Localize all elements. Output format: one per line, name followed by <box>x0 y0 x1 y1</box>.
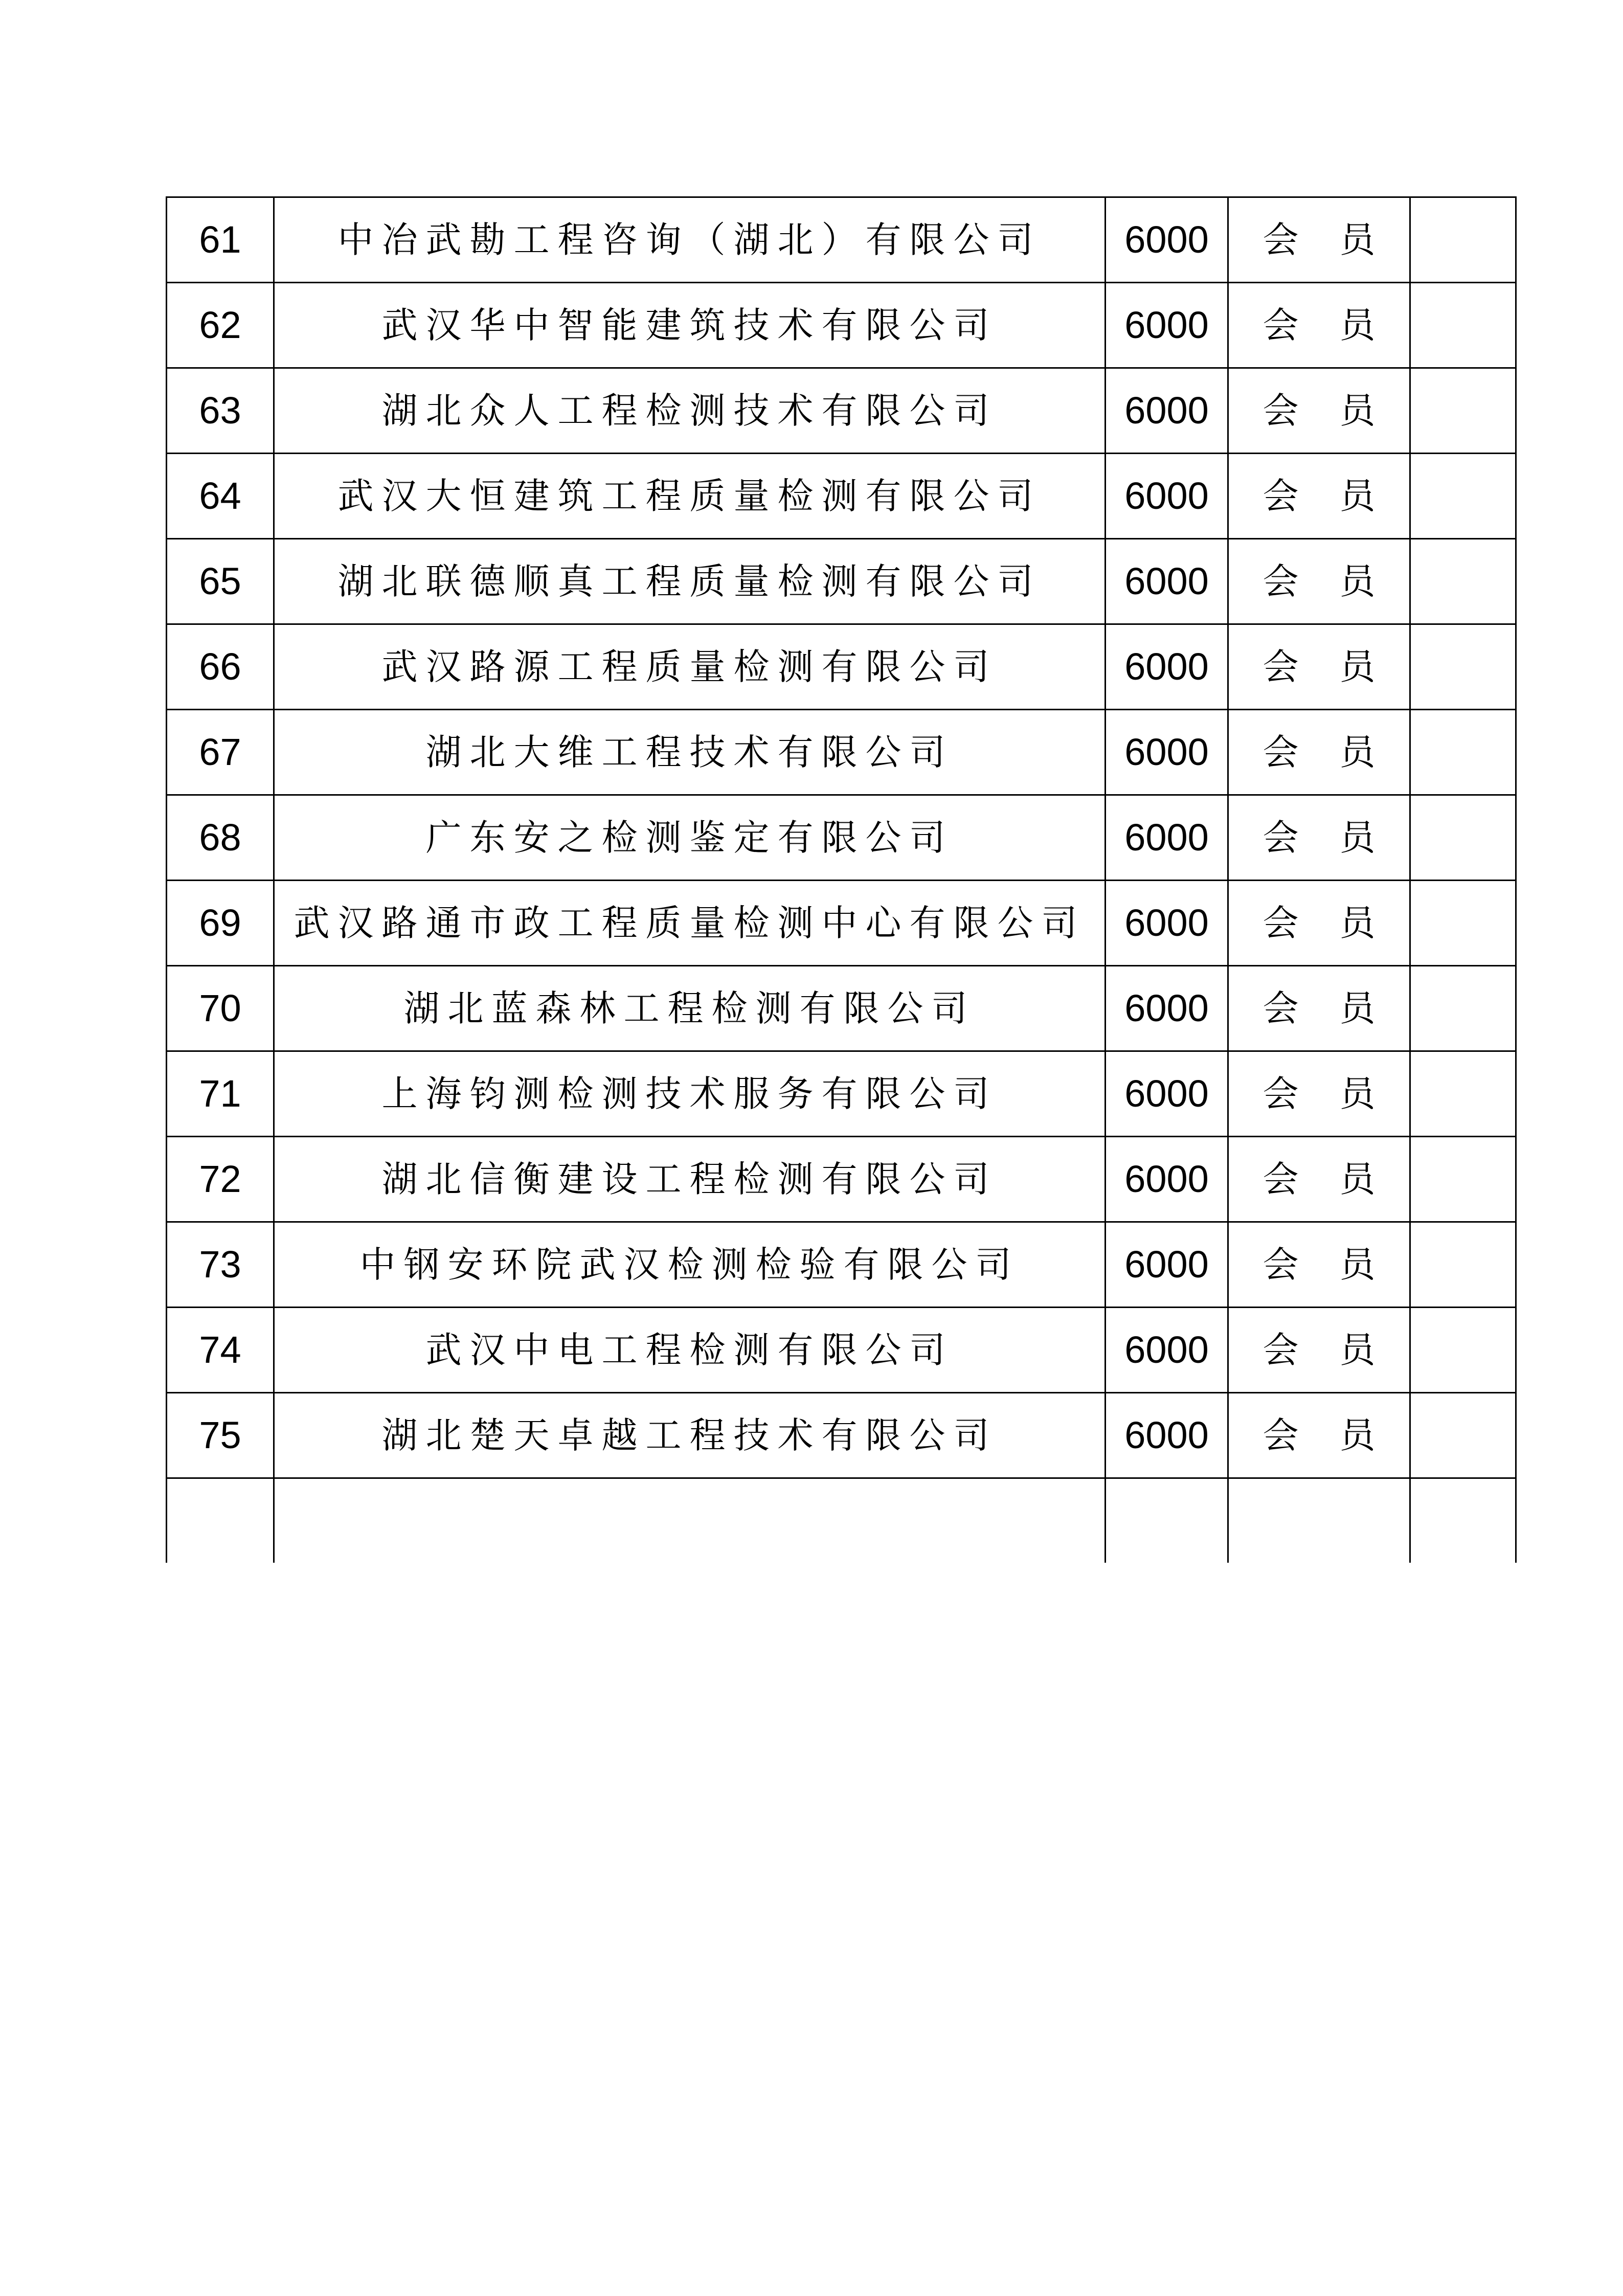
fee-amount: 6000 <box>1106 197 1228 283</box>
row-number: 61 <box>167 197 274 283</box>
table-row <box>167 1393 1516 1478</box>
empty-cell <box>1106 1478 1228 1563</box>
note-cell <box>1410 966 1516 1051</box>
member-type-char-2: 员 <box>1339 1244 1376 1286</box>
table-row <box>167 1137 1516 1222</box>
empty-cell <box>274 1478 1106 1563</box>
fee-amount: 6000 <box>1106 368 1228 454</box>
member-type-char-2: 员 <box>1339 731 1376 773</box>
member-type-char-2: 员 <box>1339 390 1376 432</box>
member-type-char-2: 员 <box>1339 1329 1376 1371</box>
member-type <box>1228 1393 1410 1478</box>
member-type-char-1: 会 <box>1263 475 1299 517</box>
table-row <box>167 624 1516 710</box>
fee-amount: 6000 <box>1106 283 1228 368</box>
table-row <box>167 881 1516 966</box>
empty-table-row <box>167 1478 1516 1563</box>
fee-amount: 6000 <box>1106 1308 1228 1393</box>
member-type-char-2: 员 <box>1339 817 1376 859</box>
row-number: 63 <box>167 368 274 454</box>
table-row <box>167 1222 1516 1308</box>
member-type <box>1228 283 1410 368</box>
note-cell <box>1410 539 1516 624</box>
table-row <box>167 966 1516 1051</box>
company-name: 湖北蓝森林工程检测有限公司 <box>274 966 1106 1051</box>
member-type-char-1: 会 <box>1263 304 1299 346</box>
member-type-char-1: 会 <box>1263 560 1299 602</box>
table-row <box>167 795 1516 881</box>
table-row <box>167 710 1516 795</box>
company-name: 武汉路源工程质量检测有限公司 <box>274 624 1106 710</box>
table-row <box>167 454 1516 539</box>
member-type-char-2: 员 <box>1339 304 1376 346</box>
member-type-char-1: 会 <box>1263 1073 1299 1115</box>
table-row <box>167 368 1516 454</box>
table-row <box>167 539 1516 624</box>
member-type <box>1228 1137 1410 1222</box>
note-cell <box>1410 624 1516 710</box>
row-number: 75 <box>167 1393 274 1478</box>
member-type-char-2: 员 <box>1339 475 1376 517</box>
member-type-char-1: 会 <box>1263 390 1299 432</box>
company-name: 武汉华中智能建筑技术有限公司 <box>274 283 1106 368</box>
member-type-char-2: 员 <box>1339 1073 1376 1115</box>
company-name: 中冶武勘工程咨询（湖北）有限公司 <box>274 197 1106 283</box>
member-type-char-1: 会 <box>1263 1158 1299 1200</box>
member-type-char-2: 员 <box>1339 1414 1376 1456</box>
member-type-char-1: 会 <box>1263 731 1299 773</box>
company-name: 湖北信衡建设工程检测有限公司 <box>274 1137 1106 1222</box>
row-number: 62 <box>167 283 274 368</box>
member-type <box>1228 539 1410 624</box>
member-type-char-2: 员 <box>1339 987 1376 1029</box>
table-body <box>167 197 1516 1563</box>
company-name: 广东安之检测鉴定有限公司 <box>274 795 1106 881</box>
member-type <box>1228 795 1410 881</box>
note-cell <box>1410 1051 1516 1137</box>
table-row <box>167 1308 1516 1393</box>
table-row <box>167 197 1516 283</box>
table-row <box>167 1051 1516 1137</box>
fee-amount: 6000 <box>1106 881 1228 966</box>
fee-amount: 6000 <box>1106 624 1228 710</box>
member-type <box>1228 1308 1410 1393</box>
empty-cell <box>1228 1478 1410 1563</box>
member-type <box>1228 966 1410 1051</box>
company-name: 武汉中电工程检测有限公司 <box>274 1308 1106 1393</box>
member-type-char-2: 员 <box>1339 219 1376 261</box>
row-number: 67 <box>167 710 274 795</box>
note-cell <box>1410 368 1516 454</box>
member-type-char-1: 会 <box>1263 1414 1299 1456</box>
row-number: 69 <box>167 881 274 966</box>
fee-amount: 6000 <box>1106 795 1228 881</box>
row-number: 72 <box>167 1137 274 1222</box>
note-cell <box>1410 1393 1516 1478</box>
empty-cell <box>167 1478 274 1563</box>
fee-amount: 6000 <box>1106 1051 1228 1137</box>
note-cell <box>1410 795 1516 881</box>
member-type <box>1228 881 1410 966</box>
member-type <box>1228 710 1410 795</box>
fee-amount: 6000 <box>1106 966 1228 1051</box>
note-cell <box>1410 881 1516 966</box>
member-type-char-1: 会 <box>1263 1329 1299 1371</box>
note-cell <box>1410 1137 1516 1222</box>
row-number: 66 <box>167 624 274 710</box>
company-name: 中钢安环院武汉检测检验有限公司 <box>274 1222 1106 1308</box>
company-name: 上海钧测检测技术服务有限公司 <box>274 1051 1106 1137</box>
member-type-char-1: 会 <box>1263 646 1299 688</box>
row-number: 74 <box>167 1308 274 1393</box>
member-type-char-2: 员 <box>1339 902 1376 944</box>
note-cell <box>1410 283 1516 368</box>
note-cell <box>1410 454 1516 539</box>
company-name: 湖北联德顺真工程质量检测有限公司 <box>274 539 1106 624</box>
row-number: 73 <box>167 1222 274 1308</box>
member-type <box>1228 1051 1410 1137</box>
member-fee-table <box>166 196 1517 1563</box>
row-number: 68 <box>167 795 274 881</box>
member-type <box>1228 368 1410 454</box>
fee-amount: 6000 <box>1106 710 1228 795</box>
member-type-char-1: 会 <box>1263 902 1299 944</box>
member-type-char-2: 员 <box>1339 646 1376 688</box>
member-type <box>1228 197 1410 283</box>
note-cell <box>1410 710 1516 795</box>
member-type-char-1: 会 <box>1263 219 1299 261</box>
company-name: 湖北楚天卓越工程技术有限公司 <box>274 1393 1106 1478</box>
fee-amount: 6000 <box>1106 454 1228 539</box>
fee-amount: 6000 <box>1106 539 1228 624</box>
member-type-char-1: 会 <box>1263 817 1299 859</box>
empty-cell <box>1410 1478 1516 1563</box>
table-row <box>167 283 1516 368</box>
company-name: 武汉路通市政工程质量检测中心有限公司 <box>274 881 1106 966</box>
member-type <box>1228 1222 1410 1308</box>
member-type-char-2: 员 <box>1339 560 1376 602</box>
row-number: 70 <box>167 966 274 1051</box>
row-number: 65 <box>167 539 274 624</box>
company-name: 湖北众人工程检测技术有限公司 <box>274 368 1106 454</box>
note-cell <box>1410 197 1516 283</box>
row-number: 71 <box>167 1051 274 1137</box>
fee-amount: 6000 <box>1106 1393 1228 1478</box>
note-cell <box>1410 1308 1516 1393</box>
member-type-char-1: 会 <box>1263 1244 1299 1286</box>
member-type-char-1: 会 <box>1263 987 1299 1029</box>
company-name: 湖北大维工程技术有限公司 <box>274 710 1106 795</box>
company-name: 武汉大恒建筑工程质量检测有限公司 <box>274 454 1106 539</box>
member-type <box>1228 454 1410 539</box>
note-cell <box>1410 1222 1516 1308</box>
member-type-char-2: 员 <box>1339 1158 1376 1200</box>
fee-amount: 6000 <box>1106 1222 1228 1308</box>
member-type <box>1228 624 1410 710</box>
fee-amount: 6000 <box>1106 1137 1228 1222</box>
row-number: 64 <box>167 454 274 539</box>
